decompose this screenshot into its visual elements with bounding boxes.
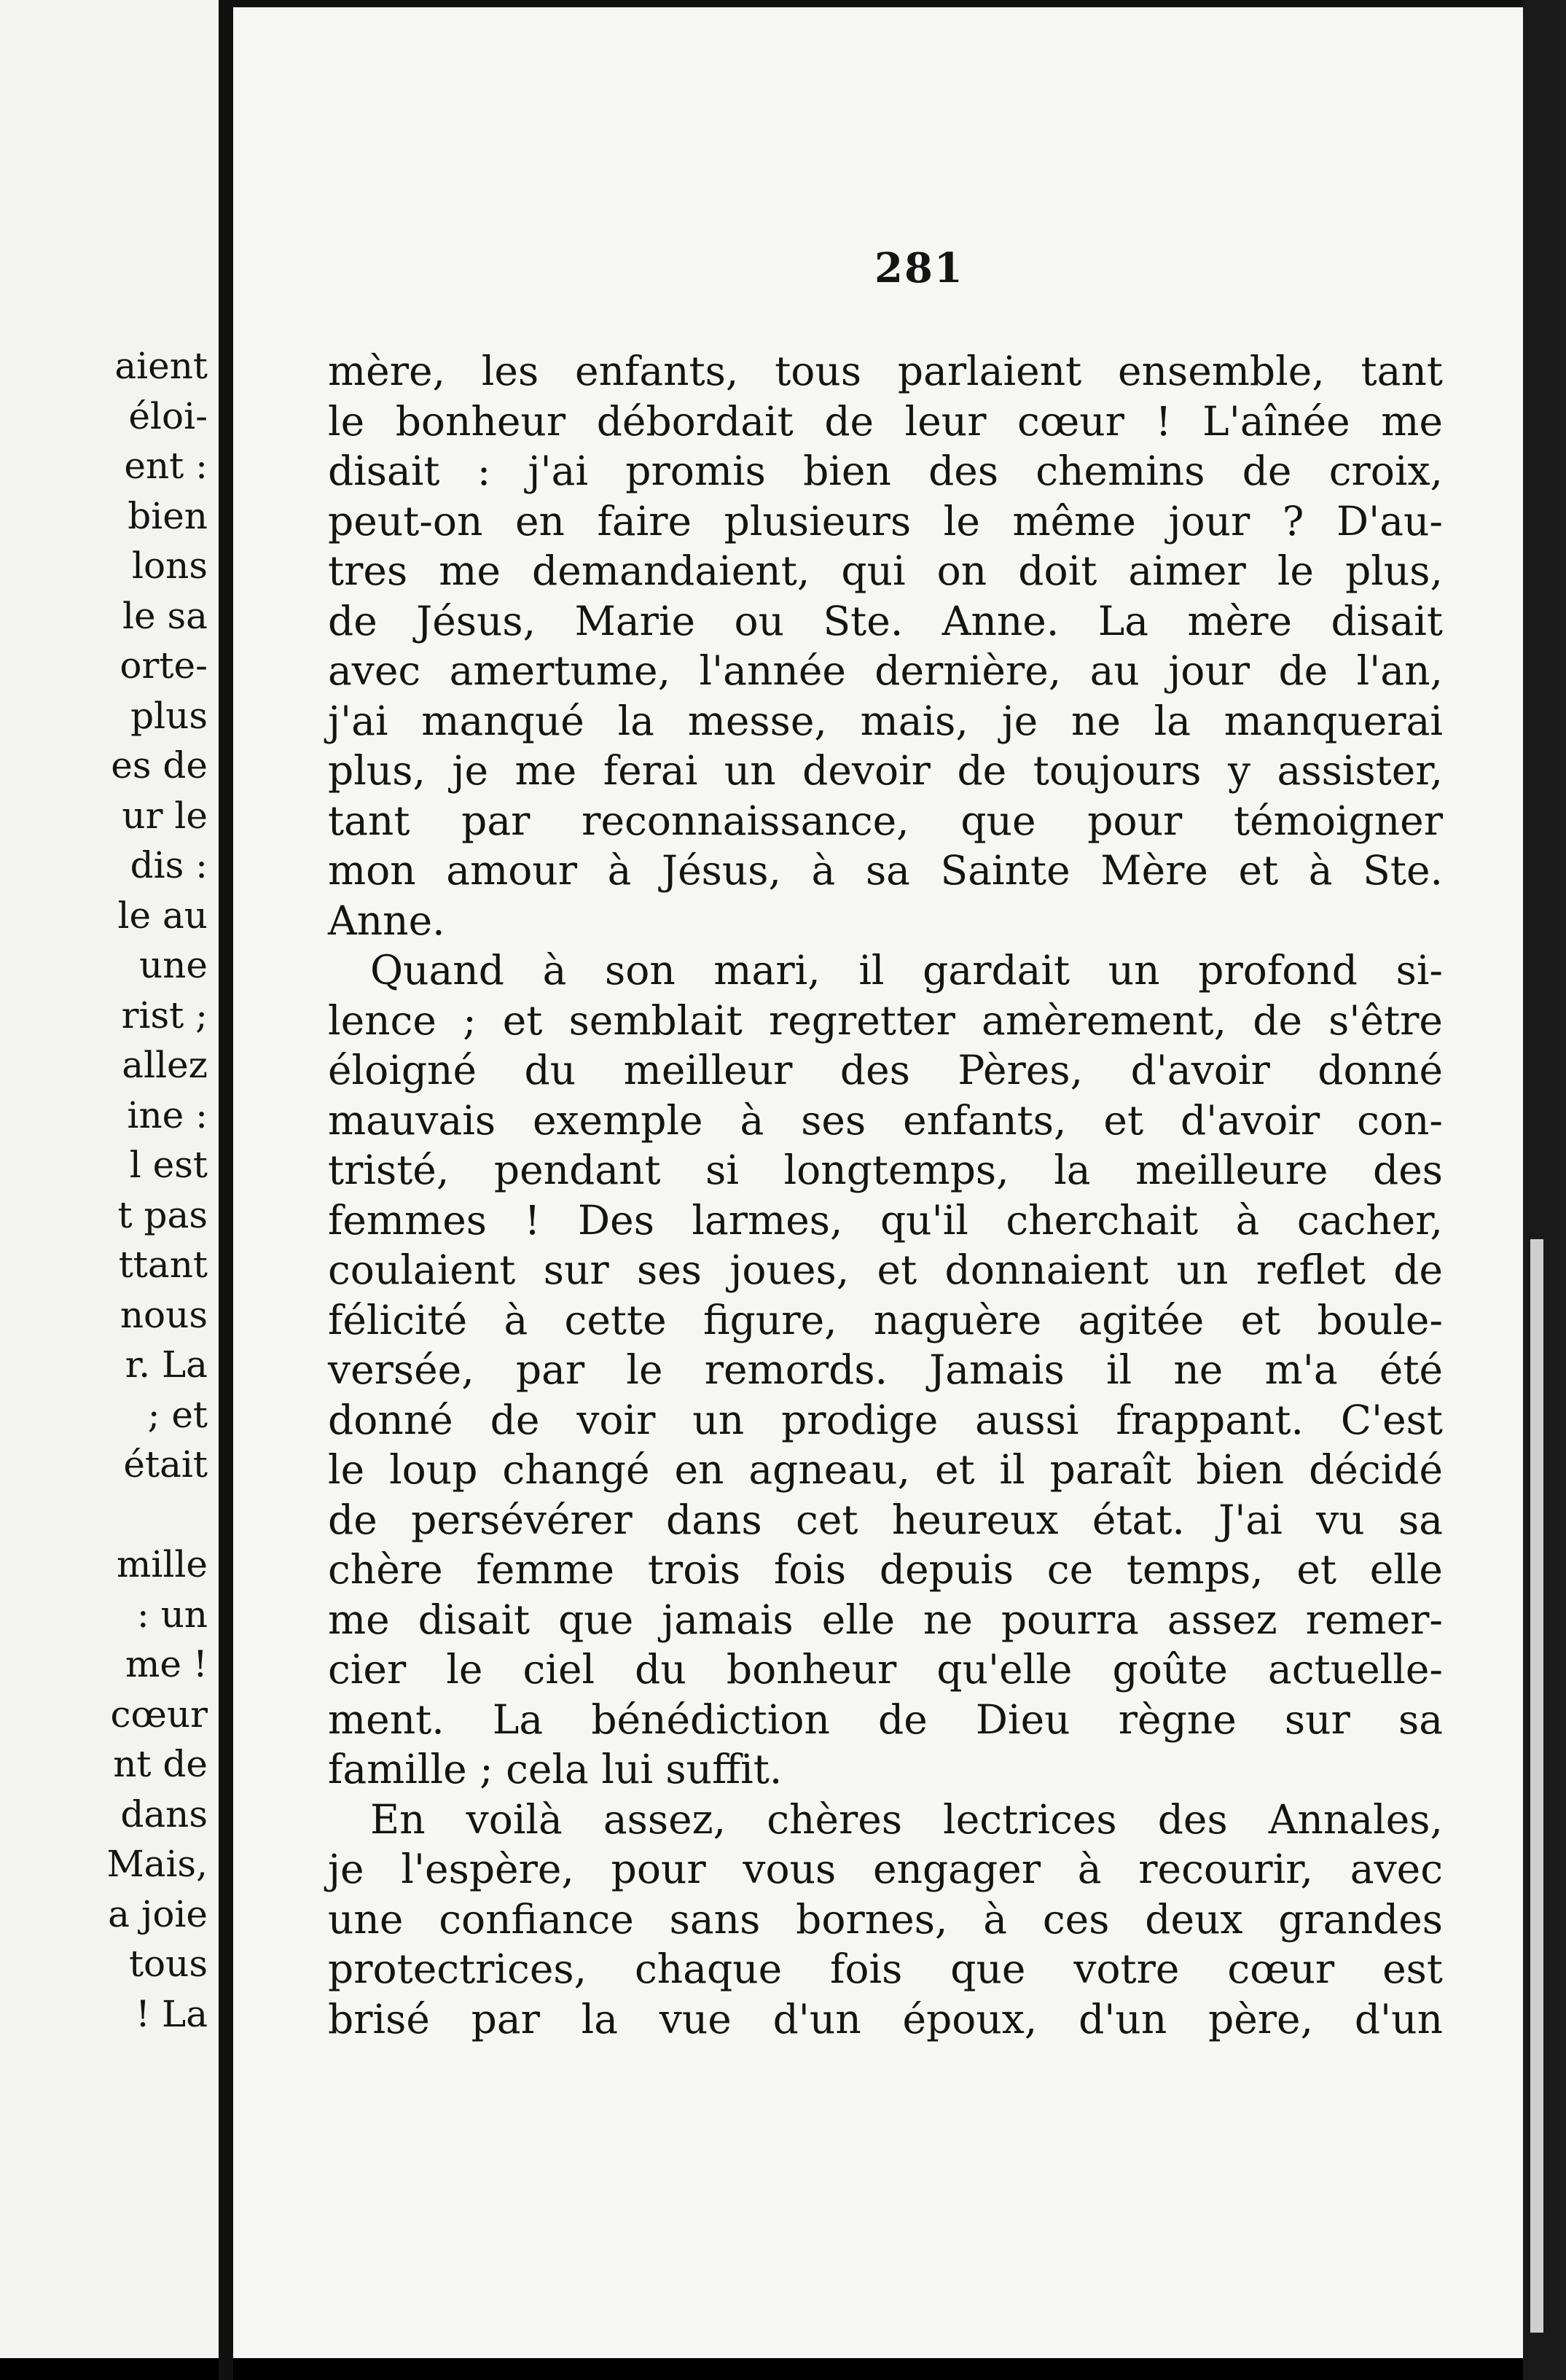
text-line: le bonheur débordait de leur cœur ! L'aînée me xyxy=(328,397,1443,445)
left-line: nous xyxy=(120,1293,208,1336)
text-line: famille ; cela lui suffit. xyxy=(328,1746,783,1792)
text-line: plus, je me ferai un devoir de toujours y assister, xyxy=(328,747,1443,794)
left-line: l est xyxy=(129,1144,208,1186)
left-line: me ! xyxy=(125,1643,208,1685)
text-line: félicité à cette figure, naguère agitée et boule- xyxy=(328,1296,1443,1343)
text-line: coulaient sur ses joues, et donnaient un reflet de xyxy=(328,1246,1443,1293)
left-line: lons xyxy=(132,545,208,587)
left-line: nt de xyxy=(113,1743,208,1785)
left-line: es de xyxy=(111,744,208,787)
left-line: dans xyxy=(120,1792,208,1835)
text-line: lence ; et semblait regretter amèrement, de s'être xyxy=(328,996,1443,1044)
text-line: mauvais exemple à ses enfants, et d'avoir con- xyxy=(328,1096,1443,1144)
left-line: était xyxy=(123,1443,208,1486)
left-line: tous xyxy=(128,1943,208,1985)
left-line: mille xyxy=(117,1543,208,1585)
text-line: Anne. xyxy=(328,897,445,944)
left-line: ; et xyxy=(147,1393,208,1436)
text-line: donné de voir un prodige aussi frappant. C'est xyxy=(328,1396,1443,1443)
text-line: mère, les enfants, tous parlaient ensemble, tant xyxy=(328,348,1443,394)
scan-right-border xyxy=(1523,0,1566,2380)
text-line: tristé, pendant si longtemps, la meilleure des xyxy=(328,1147,1443,1193)
left-line: ttant xyxy=(118,1244,208,1286)
text-line: une confiance sans bornes, à ces deux grandes xyxy=(328,1895,1443,1943)
left-line: r. La xyxy=(125,1343,208,1386)
left-line: a joie xyxy=(108,1892,208,1935)
left-line: bien xyxy=(128,494,208,537)
left-line: une xyxy=(139,944,208,986)
page-edge-highlight xyxy=(1530,1239,1543,2333)
left-page-text-fragments xyxy=(0,341,208,2039)
text-line: En voilà assez, chères lectrices des Annales, xyxy=(370,1795,1443,1843)
text-line: tres me demandaient, qui on doit aimer le plus, xyxy=(328,547,1443,594)
text-line: ment. La bénédiction de Dieu règne sur sa xyxy=(328,1696,1443,1743)
text-line: éloigné du meilleur des Pères, d'avoir donné xyxy=(328,1047,1443,1093)
left-line: : un xyxy=(136,1593,208,1636)
left-line: le sa xyxy=(122,594,208,637)
text-line: Quand à son mari, il gardait un profond si- xyxy=(370,947,1443,994)
text-line: protectrices, chaque fois que votre cœur est xyxy=(328,1946,1443,1992)
page-number: 281 xyxy=(874,244,964,292)
text-line: versée, par le remords. Jamais il ne m'a été xyxy=(328,1346,1443,1393)
left-line: aient xyxy=(114,345,208,387)
left-line: t pas xyxy=(117,1193,208,1236)
left-page xyxy=(0,0,219,2358)
left-line: cœur xyxy=(110,1693,208,1736)
left-line: ur le xyxy=(122,794,208,837)
text-line: me disait que jamais elle ne pourra assez remer- xyxy=(328,1596,1443,1643)
page-gutter xyxy=(219,0,233,2380)
left-line: rist ; xyxy=(121,994,208,1037)
text-line: je l'espère, pour vous engager à recourir, avec xyxy=(328,1846,1443,1892)
left-line: plus xyxy=(130,694,208,737)
text-line: cier le ciel du bonheur qu'elle goûte actuelle- xyxy=(328,1646,1443,1693)
body-text xyxy=(328,346,1443,2044)
left-line: Mais, xyxy=(106,1843,208,1885)
text-line: j'ai manqué la messe, mais, je ne la manquerai xyxy=(328,697,1443,744)
text-line: de persévérer dans cet heureux état. J'ai vu sa xyxy=(328,1496,1443,1543)
left-line: dis : xyxy=(130,844,208,886)
text-line: peut-on en faire plusieurs le même jour ? D'au- xyxy=(328,497,1443,545)
text-line: mon amour à Jésus, à sa Sainte Mère et à Ste. xyxy=(328,847,1443,894)
text-line: disait : j'ai promis bien des chemins de croix, xyxy=(328,448,1443,494)
left-line: le au xyxy=(117,894,208,937)
left-line: allez xyxy=(122,1044,208,1086)
text-line: chère femme trois fois depuis ce temps, et elle xyxy=(328,1546,1443,1593)
text-line: brisé par la vue d'un époux, d'un père, d'un xyxy=(328,1995,1443,2042)
left-line: ! La xyxy=(136,1992,208,2035)
text-line: de Jésus, Marie ou Ste. Anne. La mère disait xyxy=(328,597,1443,644)
text-line: femmes ! Des larmes, qu'il cherchait à cacher, xyxy=(328,1196,1443,1244)
left-line: éloi- xyxy=(128,394,208,437)
left-line: ent : xyxy=(124,445,208,487)
text-line: le loup changé en agneau, et il paraît bien décidé xyxy=(328,1446,1443,1493)
text-line: tant par reconnaissance, que pour témoigner xyxy=(328,797,1443,844)
left-line xyxy=(0,1490,208,1540)
left-line: orte- xyxy=(120,644,208,687)
left-line: ine : xyxy=(127,1093,208,1136)
text-line: avec amertume, l'année dernière, au jour de l'an, xyxy=(328,647,1443,694)
